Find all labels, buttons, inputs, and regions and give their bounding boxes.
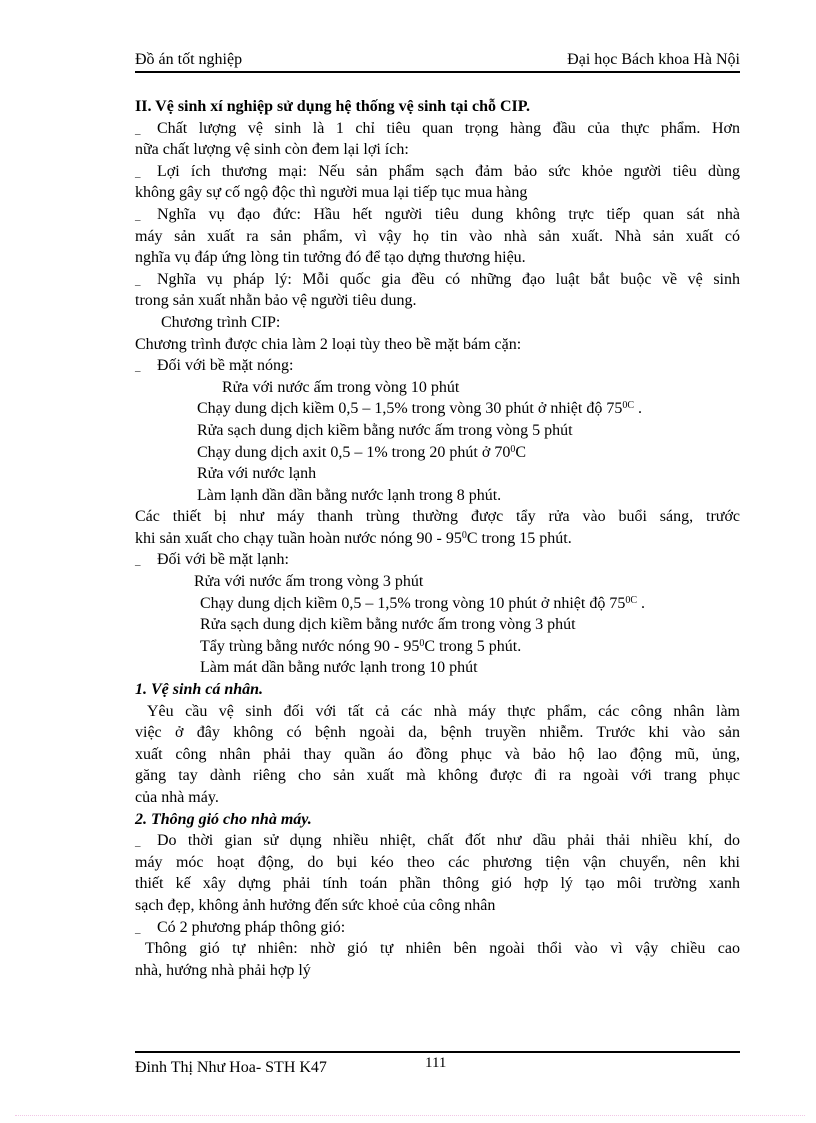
bullet-dash-icon: _	[135, 555, 141, 568]
bullet-dash-icon: _	[135, 123, 141, 136]
paragraph-line: _ Nghĩa vụ pháp lý: Mỗi quốc gia đều có những đạo luật bắt buộc về vệ sinh	[135, 269, 740, 291]
paragraph-line: _ Chất lượng vệ sinh là 1 chỉ tiêu quan trọng hàng đầu của thực phẩm. Hơn	[135, 118, 740, 140]
paragraph-line: Thông gió tự nhiên: nhờ gió tự nhiên bên ngoài thổi vào vì vậy chiều cao	[145, 940, 740, 958]
page-header	[135, 50, 740, 70]
paragraph-line: xuất công nhân phải thay quần áo đồng phục và bảo hộ lao động mũ, ủng,	[135, 745, 740, 763]
section-title: II. Vệ sinh xí nghiệp sử dụng hệ thống vệ sinh tại chỗ CIP.	[135, 98, 531, 115]
hot-step: Rửa với nước lạnh	[197, 465, 317, 483]
heading-factory-ventilation: 2. Thông gió cho nhà máy.	[135, 810, 312, 828]
paragraph-line: máy móc hoạt động, do bụi kéo theo các phương tiện vận chuyển, nên khi	[135, 853, 740, 871]
paragraph-line: của nhà máy.	[135, 789, 219, 806]
cold-step: Tẩy trùng bằng nước nóng $90 - 95^0C$ trong 5 phút.	[200, 637, 522, 655]
heading-personal-hygiene: 1. Vệ sinh cá nhân.	[135, 681, 264, 699]
page-boundary-dotted-line	[15, 1115, 805, 1116]
paragraph-line: nữa chất lượng vệ sinh còn đem lại lợi ích:	[135, 141, 409, 159]
list-heading-hot-surface: _ Đối với bề mặt nóng:	[135, 355, 740, 377]
bullet-dash-icon: _	[135, 274, 141, 287]
bullet-dash-icon: _	[135, 166, 141, 179]
paragraph-line: sạch đẹp, không ảnh hưởng đến sức khoẻ của công nhân	[135, 896, 496, 914]
header-left: Đồ án tốt nghiệp	[135, 51, 243, 68]
footer-author: Đinh Thị Như Hoa- STH K47	[135, 1059, 327, 1076]
paragraph-line: thiết kế xây dựng phải tính toán phần thông gió hợp lý tạo môi trường xanh	[135, 875, 740, 893]
paragraph-line: nghĩa vụ đáp ứng lòng tin tưởng đó để tạo dựng thương hiệu.	[135, 249, 526, 267]
paragraph-line: nhà, hướng nhà phải hợp lý	[135, 961, 311, 979]
page-number: 111	[425, 1055, 447, 1071]
subheading-cip-program: Chương trình CIP:	[161, 313, 281, 331]
paragraph-line: _ Do thời gian sử dụng nhiều nhiệt, chất đốt như dầu phải thải nhiều khí, do	[135, 830, 740, 852]
paragraph-line: trong sản xuất nhằn bảo vệ người tiêu dung.	[135, 292, 417, 310]
list-heading-cold-surface: _ Đối với bề mặt lạnh:	[135, 549, 740, 571]
hot-step: Rửa sạch dung dịch kiềm bằng nước ấm trong vòng 5 phút	[197, 421, 573, 439]
bullet-dash-icon: _	[135, 361, 141, 374]
paragraph-line: khi sản xuất cho chạy tuần hoàn nước nóng $90 - 95^0C$ trong 15 phút.	[135, 529, 572, 547]
paragraph-line: găng tay dành riêng cho sản xuất mà không được đi ra ngoài với trang phục	[135, 767, 740, 785]
header-rule	[135, 71, 740, 73]
paragraph-line: máy sản xuất ra sản phẩm, vì vậy họ tin vào nhà sản xuất. Nhà sản xuất có	[135, 227, 740, 245]
paragraph-line: Các thiết bị như máy thanh trùng thường được tẩy rửa vào buổi sáng, trước	[135, 508, 740, 526]
paragraph-line: việc ở đây không có bệnh ngoài da, bệnh truyền nhiễm. Trước khi vào sản	[135, 724, 740, 742]
bullet-dash-icon: _	[135, 922, 141, 935]
cold-step: Rửa với nước ấm trong vòng 3 phút	[194, 573, 424, 591]
cold-step: Rửa sạch dung dịch kiềm bằng nước ấm trong vòng 3 phút	[200, 616, 576, 634]
hot-step: Chạy dung dịch axit 0,5 – 1% trong 20 phút ở $70^0C$	[197, 443, 526, 461]
bullet-dash-icon: _	[135, 836, 141, 849]
hot-step: Làm lạnh dần dần bằng nước lạnh trong 8 phút.	[197, 486, 502, 504]
paragraph-line: không gây sự cố ngộ độc thì người mua lại tiếp tục mua hàng	[135, 184, 528, 202]
hot-step: Chạy dung dịch kiềm 0,5 – 1,5% trong vòng 30 phút ở nhiệt độ $75^{0C}$ .	[197, 400, 642, 418]
paragraph-line: _ Lợi ích thương mại: Nếu sản phẩm sạch đảm bảo sức khỏe người tiêu dùng	[135, 161, 740, 183]
paragraph-line: Yêu cầu vệ sinh đối với tất cả các nhà máy thực phẩm, các công nhân làm	[147, 702, 740, 720]
header-right: Đại học Bách khoa Hà Nội	[567, 51, 740, 68]
page-body	[135, 96, 740, 981]
hot-step: Rửa với nước ấm trong vòng 10 phút	[222, 378, 460, 396]
paragraph-line: Chương trình được chia làm 2 loại tùy theo bề mặt bám cặn:	[135, 335, 522, 353]
cold-step: Chạy dung dịch kiềm 0,5 – 1,5% trong vòng 10 phút ở nhiệt độ $75^{0C}$ .	[200, 594, 645, 612]
bullet-dash-icon: _	[135, 209, 141, 222]
cold-step: Làm mát dần bằng nước lạnh trong 10 phút	[200, 659, 478, 677]
footer-rule	[135, 1051, 740, 1053]
paragraph-line: _ Nghĩa vụ đạo đức: Hầu hết người tiêu dung không trực tiếp quan sát nhà	[135, 204, 740, 226]
paragraph-line: _ Có 2 phương pháp thông gió:	[135, 917, 740, 939]
